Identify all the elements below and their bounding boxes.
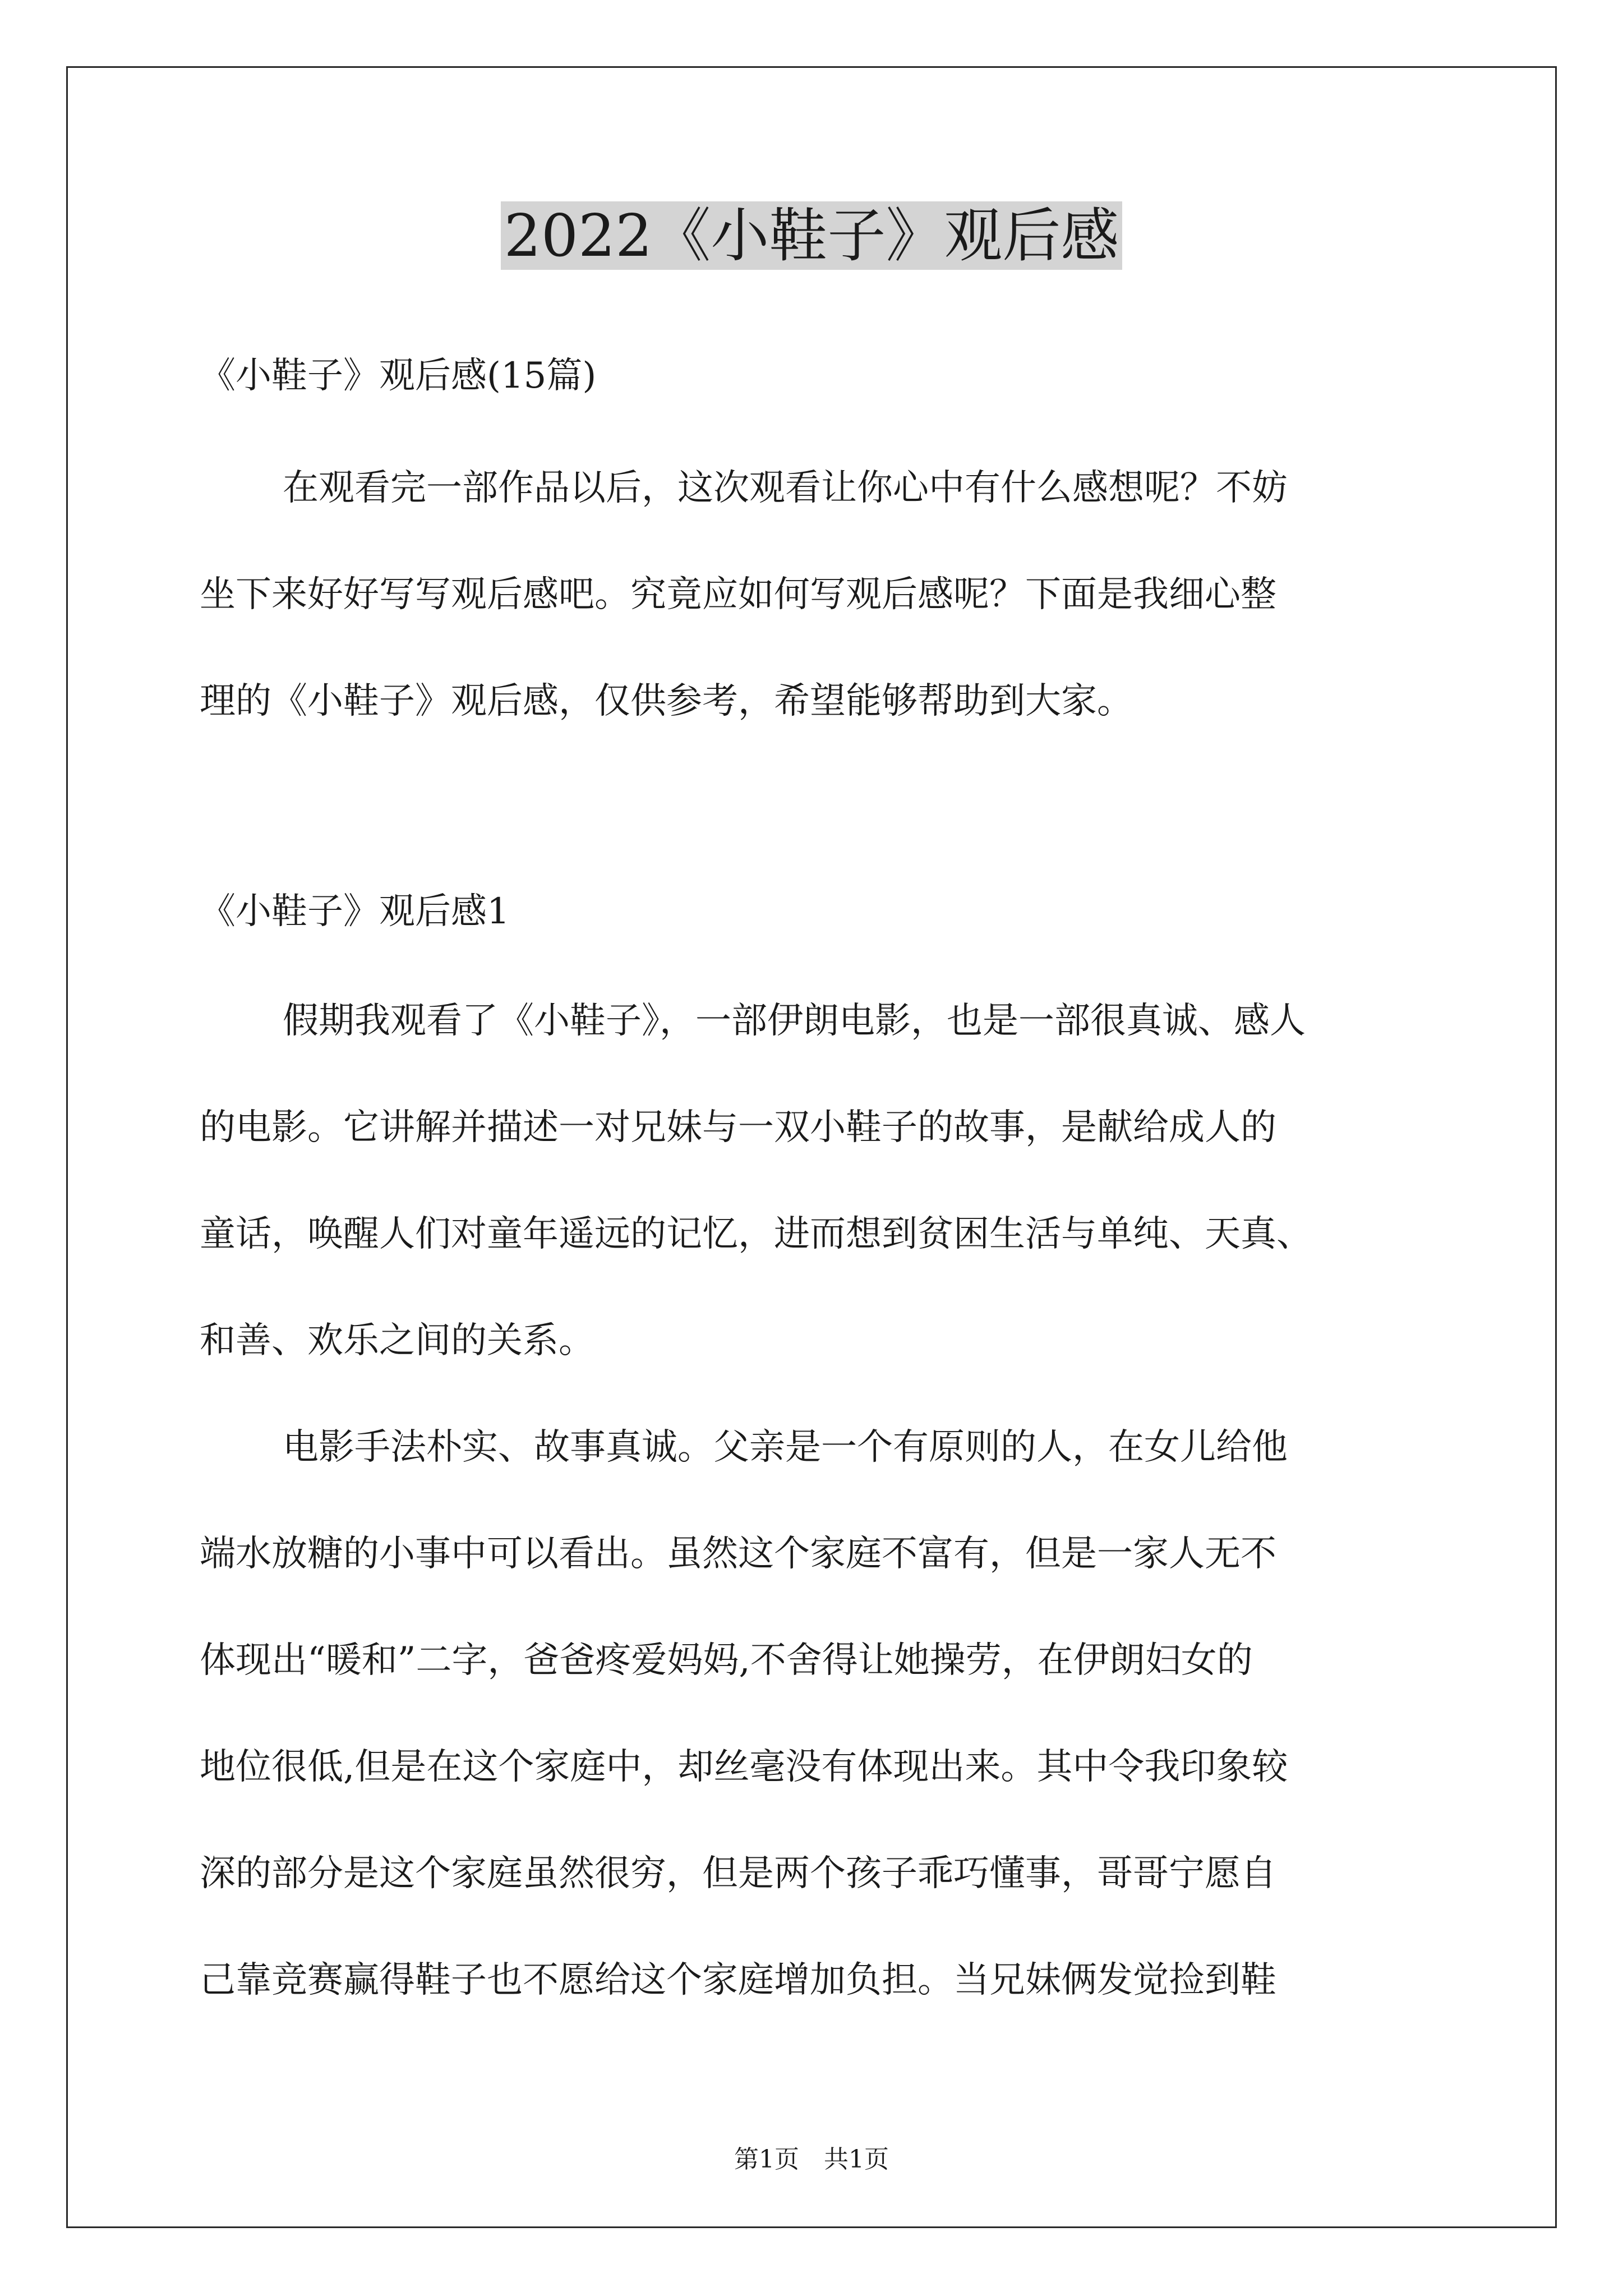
section1-para2-line: 深的部分是这个家庭虽然很穷，但是两个孩子乖巧懂事，哥哥宁愿自	[200, 1853, 1276, 1894]
section1-para1-line: 和善、欢乐之间的关系。	[200, 1320, 594, 1361]
section1-para2-line: 端水放糖的小事中可以看出。虽然这个家庭不富有，但是一家人无不	[200, 1533, 1276, 1575]
section1-para2-line: 地位很低,但是在这个家庭中，却丝毫没有体现出来。其中令我印象较	[200, 1746, 1288, 1788]
section1-para2-line: 体现出“暖和”二字，爸爸疼爱妈妈,不舍得让她操劳，在伊朗妇女的	[200, 1640, 1253, 1681]
section1-para1-line: 的电影。它讲解并描述一对兄妹与一双小鞋子的故事，是献给成人的	[200, 1107, 1276, 1148]
page-footer: 第1页 共1页	[734, 2145, 889, 2174]
section1-para2-line: 己靠竞赛赢得鞋子也不愿给这个家庭增加负担。当兄妹俩发觉捡到鞋	[200, 1959, 1276, 2001]
intro-heading: 《小鞋子》观后感(15篇)	[200, 355, 597, 397]
section1-para1-line: 童话，唤醒人们对童年遥远的记忆，进而想到贫困生活与单纯、天真、	[200, 1213, 1312, 1255]
intro-line: 在观看完一部作品以后，这次观看让你心中有什么感想呢？不妨	[283, 467, 1288, 509]
section1-heading: 《小鞋子》观后感1	[200, 891, 510, 932]
document-title	[0, 194, 1623, 278]
document-title-text: 2022《小鞋子》观后感	[501, 201, 1123, 270]
intro-line: 坐下来好好写写观后感吧。究竟应如何写观后感呢？下面是我细心整	[200, 574, 1276, 615]
section1-para1-line: 假期我观看了《小鞋子》，一部伊朗电影，也是一部很真诚、感人	[283, 1000, 1306, 1042]
intro-line: 理的《小鞋子》观后感，仅供参考，希望能够帮助到大家。	[200, 680, 1133, 722]
section1-para2-line: 电影手法朴实、故事真诚。父亲是一个有原则的人，在女儿给他	[283, 1427, 1288, 1468]
